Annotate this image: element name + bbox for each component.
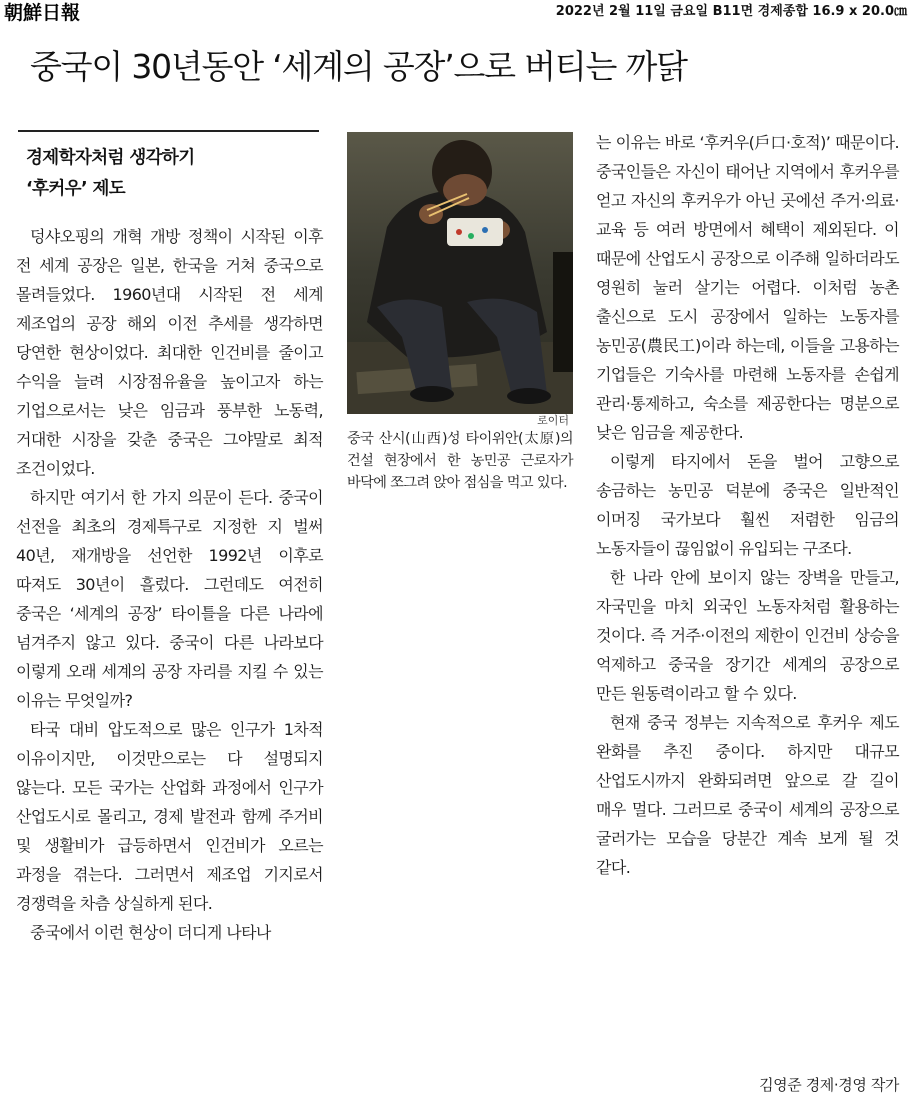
article-column-left bbox=[16, 222, 323, 947]
article-column-right bbox=[596, 128, 899, 882]
photo-caption: 중국 산시(山西)성 타이위안(太原)의 건설 현장에서 한 농민공 근로자가 바닥에 쪼그려 앉아 점심을 먹고 있다. bbox=[347, 431, 573, 491]
article-headline: 중국이 30년동안 ‘세계의 공장’으로 버티는 까닭 bbox=[30, 47, 687, 86]
paragraph: 현재 중국 정부는 지속적으로 후커우 제도 완화를 추진 중이다. 하지만 대규모 산업도시까지 완화되려면 앞으로 갈 길이 매우 멀다. 그러므로 중국이 세계의 공장으로 굴러가는 모습을 당분간 계속 보게 될 것 같다. bbox=[596, 713, 899, 877]
newspaper-logo: 朝鮮日報 bbox=[4, 2, 81, 24]
paragraph: 이렇게 타지에서 돈을 벌어 고향으로 송금하는 농민공 덕분에 중국은 일반적인 이머징 국가보다 훨씬 저렴한 임금의 노동자들이 끊임없이 유입되는 구조다. bbox=[596, 452, 899, 558]
paragraph: 한 나라 안에 보이지 않는 장벽을 만들고, 자국민을 마치 외국인 노동자처럼 활용하는 것이다. 즉 거주·이전의 제한이 인건비 상승을 억제하고 중국을 장기간 세계의 공장으로 만든 원동력이라고 할 수 있다. bbox=[596, 568, 899, 703]
paragraph: 하지만 여기서 한 가지 의문이 든다. 중국이 선전을 최초의 경제특구로 지정한 지 벌써 40년, 재개방을 선언한 1992년 이후로 따져도 30년이 흘렀다. 그런데도 여전히 중국은 ‘세계의 공장’ 타이틀을 다른 나라에 넘겨주지 않고 있다. 중국이 다른 나라보다 이렇게 오래 세계의 공장 자리를 지킬 수 있는 이유는 무엇일까? bbox=[16, 488, 323, 710]
article-photo bbox=[347, 132, 573, 414]
section-title-line2: ‘후커우’ 제도 bbox=[26, 179, 126, 199]
publication-info: 2022년 2월 11일 금요일 B11면 경제종합 16.9 x 20.0㎝ bbox=[555, 4, 907, 19]
section-divider bbox=[18, 130, 319, 132]
photo-credit: 로이터 bbox=[537, 414, 569, 427]
paragraph: 중국에서 이런 현상이 더디게 나타나 bbox=[30, 923, 271, 942]
section-title-line1: 경제학자처럼 생각하기 bbox=[26, 148, 195, 168]
paragraph: 타국 대비 압도적으로 많은 인구가 1차적 이유이지만, 이것만으로는 다 설명되지 않는다. 모든 국가는 산업화 과정에서 인구가 산업도시로 몰리고, 경제 발전과 함께 주거비 및 생활비가 급등하면서 인건비가 오르는 과정을 겪는다. 그러면서 제조업 기지로서 경쟁력을 차츰 상실하게 된다. bbox=[16, 720, 323, 913]
masthead bbox=[0, 0, 913, 26]
worker-eating-illustration bbox=[347, 132, 573, 414]
section-title bbox=[26, 143, 316, 205]
paragraph: 는 이유는 바로 ‘후커우(戶口·호적)’ 때문이다. 중국인들은 자신이 태어난 지역에서 후커우를 얻고 자신의 후커우가 아닌 곳에선 주거·의료·교육 등 여러 방면에서 혜택이 제외된다. 이 때문에 산업도시 공장으로 이주해 일하더라도 영원히 눌러 살기는 어렵다. 이처럼 농촌 출신으로 도시 공장에서 일하는 노동자를 농민공(農民工)이라 하는데, 이들을 고용하는 기업들은 기숙사를 마련해 노동자를 손쉽게 관리·통제하고, 숙소를 제공한다는 명분으로 낮은 임금을 제공한다. bbox=[596, 133, 899, 442]
paragraph: 덩샤오핑의 개혁 개방 정책이 시작된 이후 전 세계 공장은 일본, 한국을 거쳐 중국으로 몰려들었다. 1960년대 시작된 전 세계 제조업의 공장 해외 이전 추세를 생각하면 당연한 현상이었다. 최대한 인건비를 줄이고 수익을 늘려 시장점유율을 높이고자 하는 기업으로서는 낮은 임금과 풍부한 노동력, 거대한 시장을 갖춘 중국은 그야말로 최적 조건이었다. bbox=[16, 227, 323, 478]
author-byline: 김영준 경제·경영 작가 bbox=[759, 1076, 899, 1094]
